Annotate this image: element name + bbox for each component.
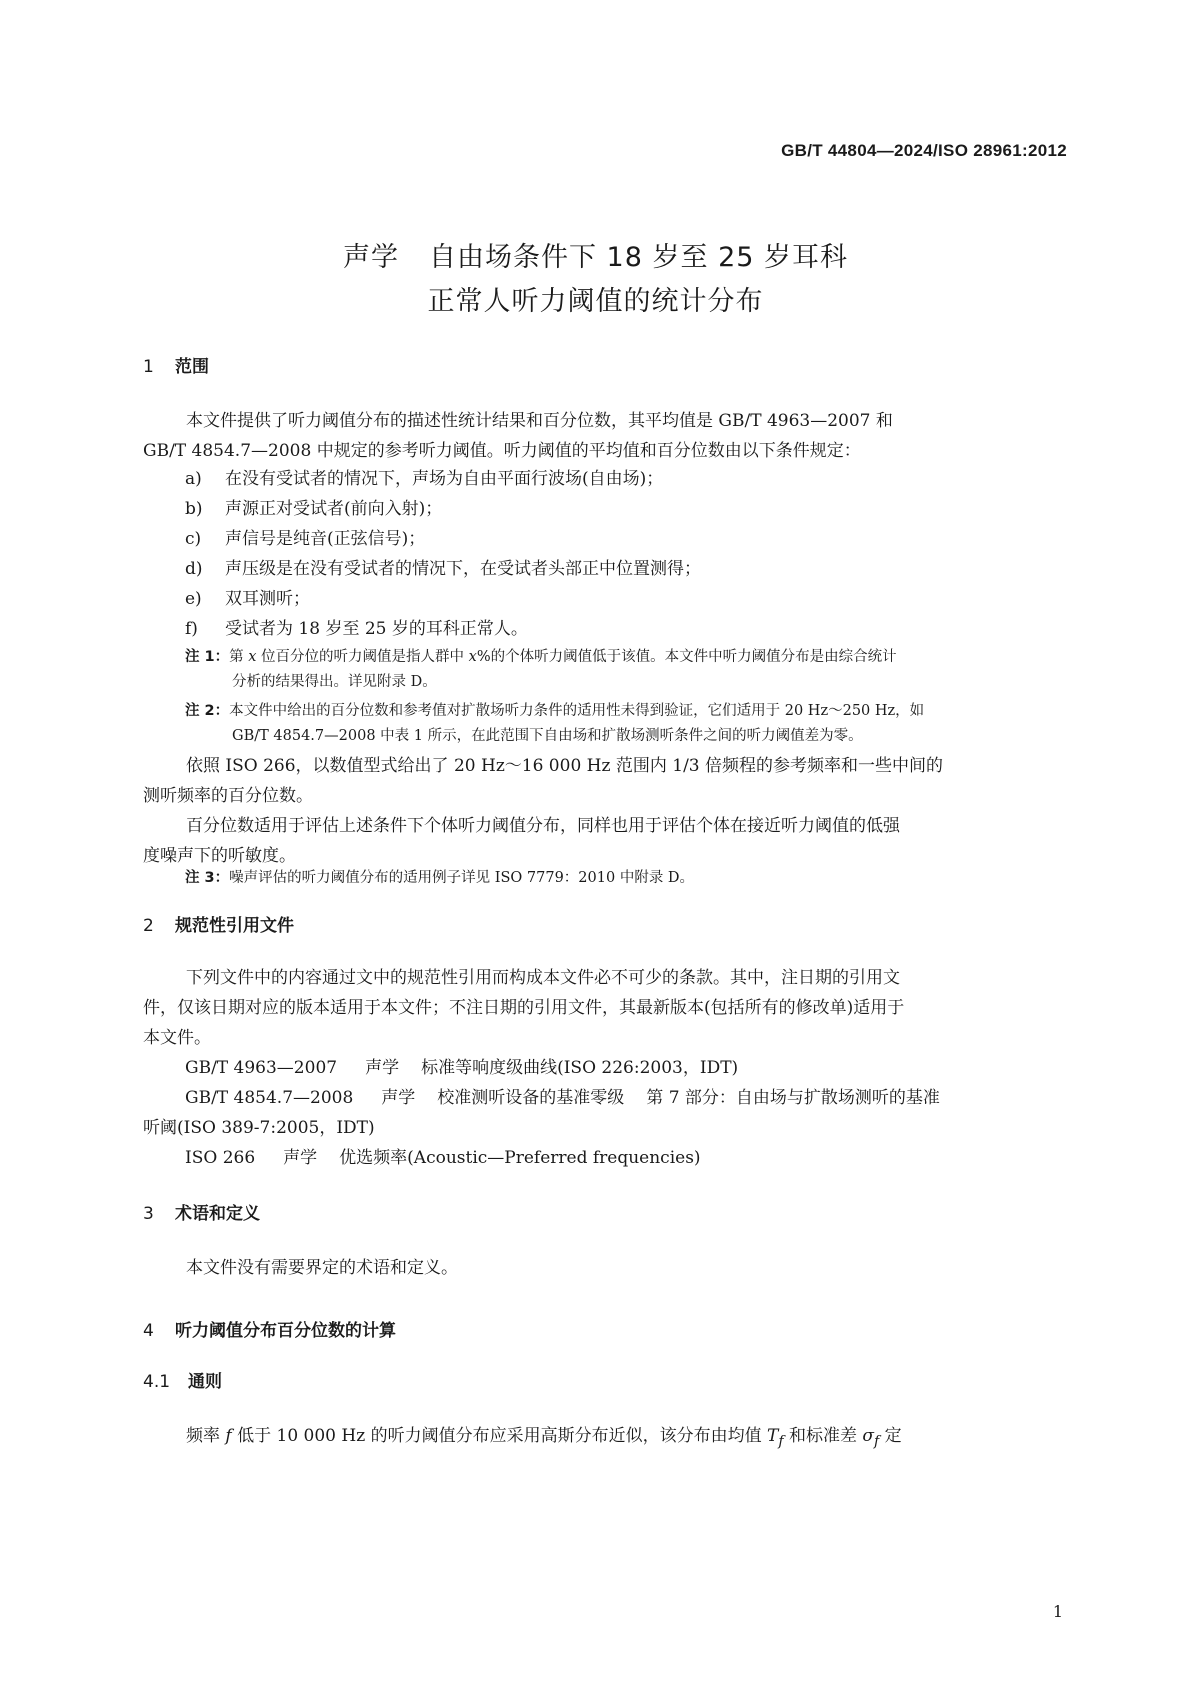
reference-2: GB/T 4854.7—2008 声学 校准测听设备的基准零级 第 7 部分：自由场与扩散场测听的基准 — [185, 1088, 940, 1108]
list-item-a: a) 在没有受试者的情况下，声场为自由平面行波场(自由场)； — [185, 469, 664, 489]
scope-intro: 本文件提供了听力阈值分布的描述性统计结果和百分位数，其平均值是 GB/T 4963—2007 和 GB/T 4854.7—2008 中规定的参考听力阈值。听力阈值的平均值和百分位数由以下条件规定： — [143, 411, 893, 461]
reference-3: ISO 266 声学 优选频率(Acoustic—Preferred frequencies) — [185, 1148, 701, 1168]
section-1-heading: 1 范围 — [143, 357, 209, 377]
section-4-1-heading: 4.1 通则 — [143, 1372, 222, 1392]
list-item-f: f) 受试者为 18 岁至 25 岁的耳科正常人。 — [185, 619, 528, 639]
note-3: 注 3：噪声评估的听力阈值分布的适用例子详见 ISO 7779：2010 中附录 D。 — [185, 870, 695, 886]
standard-number: GB/T 44804—2024/ISO 28961:2012 — [781, 141, 1067, 160]
title-line-1: 声学 自由场条件下 18 岁至 25 岁耳科 — [342, 242, 849, 273]
page-number: 1 — [1052, 1602, 1063, 1621]
list-item-d: d) 声压级是在没有受试者的情况下，在受试者头部正中位置测得； — [185, 559, 701, 579]
list-item-b: b) 声源正对受试者(前向入射)； — [185, 499, 443, 519]
list-item-e: e) 双耳测听； — [185, 589, 310, 609]
normative-intro: 下列文件中的内容通过文中的规范性引用而构成本文件必不可少的条款。其中，注日期的引用文 件，仅该日期对应的版本适用于本文件；不注日期的引用文件，其最新版本(包括所有的修改单)适用于 本文件。 — [143, 968, 905, 1048]
reference-2-continued: 听阈(ISO 389-7:2005，IDT) — [143, 1118, 375, 1138]
note-1: 注 1：第 x 位百分位的听力阈值是指人群中 x%的个体听力阈值低于该值。本文件中听力阈值分布是由综合统计 分析的结果得出。详见附录 D。 — [185, 649, 897, 690]
scope-paragraph-3: 百分位数适用于评估上述条件下个体听力阈值分布，同样也用于评估个体在接近听力阈值的低强 度噪声下的听敏度。 — [143, 816, 900, 866]
section-3-heading: 3 术语和定义 — [143, 1204, 260, 1224]
terms-paragraph: 本文件没有需要界定的术语和定义。 — [186, 1258, 458, 1278]
scope-paragraph-2: 依照 ISO 266，以数值型式给出了 20 Hz～16 000 Hz 范围内 1/3 倍频程的参考频率和一些中间的 测听频率的百分位数。 — [143, 756, 944, 806]
section-4-heading: 4 听力阈值分布百分位数的计算 — [143, 1321, 396, 1341]
reference-1: GB/T 4963—2007 声学 标准等响度级曲线(ISO 226:2003，IDT) — [185, 1058, 739, 1078]
title-line-2: 正常人听力阈值的统计分布 — [427, 286, 764, 317]
document-title — [0, 236, 1191, 324]
general-paragraph: 频率 f 低于 10 000 Hz 的听力阈值分布应采用高斯分布近似，该分布由均值 $T_f$ 和标准差 $\sigma_f$ 定 — [186, 1426, 902, 1450]
list-item-c: c) 声信号是纯音(正弦信号)； — [185, 529, 426, 549]
section-2-heading: 2 规范性引用文件 — [143, 916, 294, 936]
note-2: 注 2：本文件中给出的百分位数和参考值对扩散场听力条件的适用性未得到验证，它们适用于 20 Hz～250 Hz，如 GB/T 4854.7—2008 中表 1 所示，在此范围下自由场和扩散场测听条件之间的听力阈值差为零。 — [185, 703, 925, 744]
